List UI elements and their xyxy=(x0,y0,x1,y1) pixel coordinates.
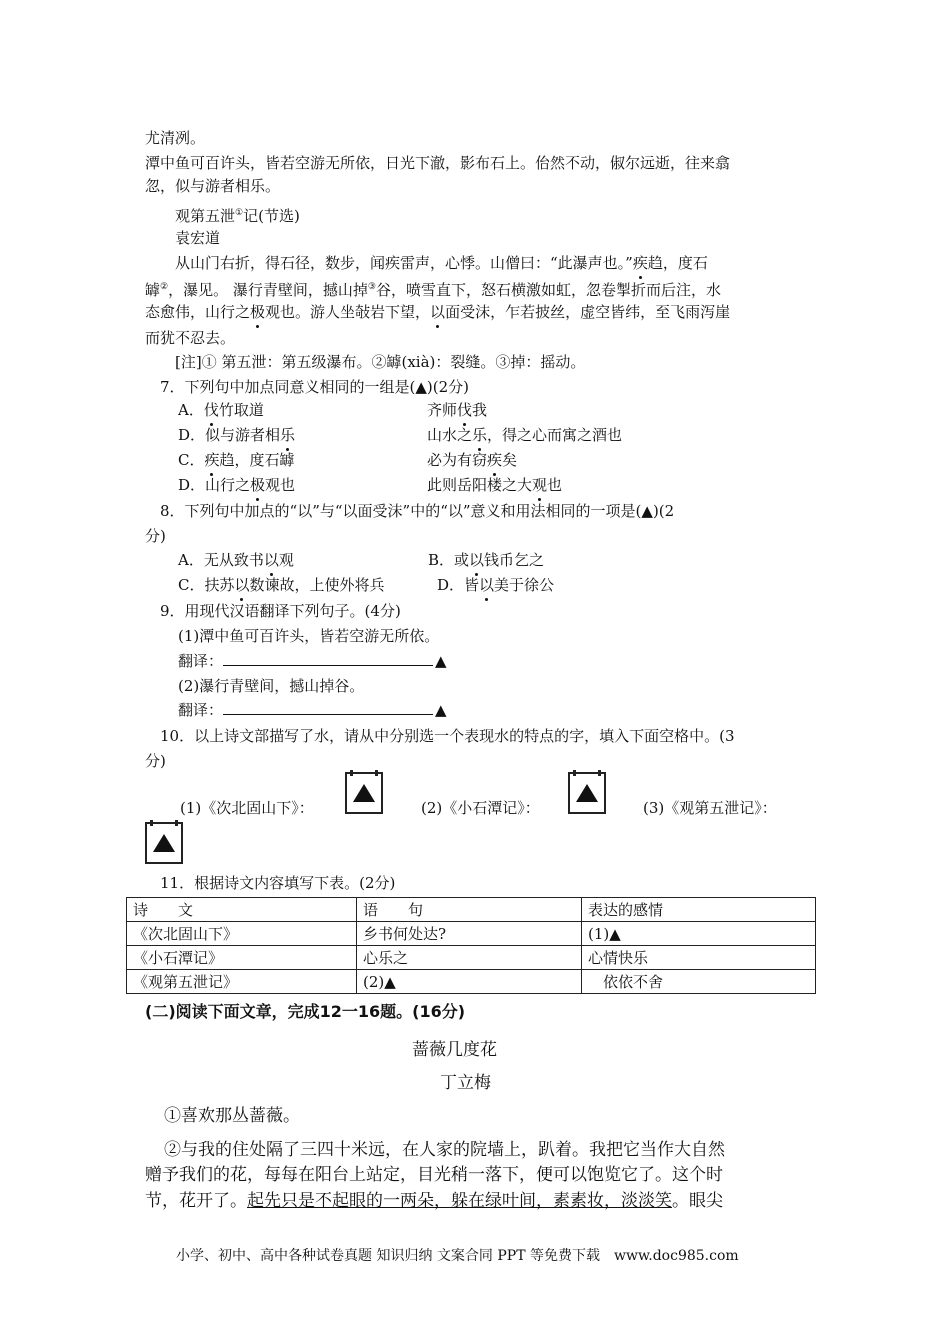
answer-box[interactable] xyxy=(145,822,183,864)
table-row xyxy=(127,970,816,994)
poem-line: 潭中鱼可百许头，皆若空游无所依，日光下澈，影布石上。佁然不动，俶尔远逝，往来翕 xyxy=(145,154,731,172)
table-cell: 《次北固山下》 xyxy=(127,922,357,946)
question-10-stem-cont: 分) xyxy=(145,752,166,770)
article-paragraph: ②与我的住处隔了三四十米远，在人家的院墙上，趴着。我把它当作大自然 xyxy=(164,1140,725,1160)
passage-title: 观第五泄①记(节选) xyxy=(175,207,300,225)
q7-option-d2-right: 此则岳阳楼之大观也 xyxy=(427,476,563,494)
table-cell: 《观第五泄记》 xyxy=(127,970,357,994)
q7-option-d2-left: D．山行之极观也 xyxy=(178,476,296,494)
q9-sentence-2: (2)瀑行青壁间，撼山掉谷。 xyxy=(178,677,365,695)
answer-table xyxy=(126,897,816,994)
table-header: 表达的感情 xyxy=(582,898,816,922)
poem-line: 尤清冽。 xyxy=(145,129,206,147)
q9-answer-2[interactable]: 翻译： ▲ xyxy=(178,701,447,719)
article-title: 蔷薇几度花 xyxy=(412,1040,497,1060)
table-header: 语 句 xyxy=(357,898,582,922)
table-cell: 《小石潭记》 xyxy=(127,946,357,970)
q10-part-2-label: (2)《小石潭记》： xyxy=(421,799,540,817)
question-8-stem: 8．下列句中加点的“以”与“以面受沫”中的“以”意义和用法相同的一项是(▲)(2 xyxy=(160,502,675,520)
question-8-stem-cont: 分) xyxy=(145,527,166,545)
q8-option-a: A．无从致书以观 xyxy=(178,551,294,569)
q8-option-c: C．扶苏以数谏故，上使外将兵 xyxy=(178,576,385,594)
q10-part-3-label: (3)《观第五泄记》： xyxy=(643,799,777,817)
table-row xyxy=(127,946,816,970)
question-10-stem: 10．以上诗文部描写了水，请从中分别选一个表现水的特点的字，填入下面空格中。(3 xyxy=(160,727,735,745)
q7-option-c-left: C．疾趋，度石罅 xyxy=(178,451,295,469)
triangle-icon xyxy=(576,784,598,802)
q7-option-a-left: A．伐竹取道 xyxy=(178,401,264,419)
passage-line: 从山门右折，得石径，数步，闻疾雷声，心悸。山僧曰：“此瀑声也。”疾趋，度石 xyxy=(175,254,708,272)
answer-box[interactable] xyxy=(345,772,383,814)
passage-line: 罅②，瀑见。 瀑行青壁间，撼山掉③谷，喷雪直下，怒石横激如虹，忽卷掣折而后注，水 xyxy=(145,281,721,299)
passage-line: 态愈伟，山行之极观也。游人坐敧岩下望，以面受沫，乍若披丝，虚空皆纬，至飞雨泻崖 xyxy=(145,303,731,321)
table-header-row xyxy=(127,898,816,922)
q8-option-d: D．皆以美于徐公 xyxy=(437,576,555,594)
triangle-icon xyxy=(353,784,375,802)
passage-line: 而犹不忍去。 xyxy=(145,329,236,347)
answer-blank[interactable] xyxy=(223,651,433,666)
table-cell: 乡书何处达? xyxy=(357,922,582,946)
triangle-icon xyxy=(153,834,175,852)
q7-option-d1-left: D．似与游者相乐 xyxy=(178,426,296,444)
question-11-stem: 11．根据诗文内容填写下表。(2分) xyxy=(160,874,396,892)
table-cell: 依依不舍 xyxy=(582,970,816,994)
q9-sentence-1: (1)潭中鱼可百许头，皆若空游无所依。 xyxy=(178,627,440,645)
q7-option-a-right: 齐师伐我 xyxy=(427,401,488,419)
article-author: 丁立梅 xyxy=(440,1073,491,1093)
article-paragraph: 赠予我们的花，每每在阳台上站定，目光稍一落下，便可以饱览它了。这个时 xyxy=(145,1165,723,1185)
passage-note: [注]① 第五泄：第五级瀑布。②罅(xià)：裂缝。③掉：摇动。 xyxy=(175,353,586,371)
table-row xyxy=(127,922,816,946)
q9-answer-1[interactable]: 翻译： ▲ xyxy=(178,652,447,670)
section-heading: (二)阅读下面文章，完成12一16题。(16分) xyxy=(145,1002,466,1021)
question-7-stem: 7．下列句中加点同意义相同的一组是(▲)(2分) xyxy=(160,378,470,396)
article-paragraph: 节，花开了。起先只是不起眼的一两朵，躲在绿叶间，素素妆，淡淡笑。眼尖 xyxy=(145,1191,723,1211)
q8-option-b: B．或以钱币乞之 xyxy=(428,551,545,569)
table-cell: 心乐之 xyxy=(357,946,582,970)
table-cell-answer[interactable]: (2)▲ xyxy=(357,970,582,994)
answer-box[interactable] xyxy=(568,772,606,814)
table-header: 诗 文 xyxy=(127,898,357,922)
page-footer: 小学、初中、高中各种试卷真题 知识归纳 文案合同 PPT 等免费下载 www.doc985.com xyxy=(176,1248,739,1264)
question-9-stem: 9．用现代汉语翻译下列句子。(4分) xyxy=(160,602,401,620)
answer-blank[interactable] xyxy=(223,700,433,715)
poem-line: 忽，似与游者相乐。 xyxy=(145,177,281,195)
table-cell: 心情快乐 xyxy=(582,946,816,970)
passage-author: 袁宏道 xyxy=(175,229,221,247)
q10-part-1-label: (1)《次北固山下》： xyxy=(180,799,314,817)
underlined-sentence: 起先只是不起眼的一两朵，躲在绿叶间，素素妆，淡淡笑 xyxy=(247,1191,672,1211)
article-paragraph: ①喜欢那丛蔷薇。 xyxy=(164,1106,300,1126)
q7-option-d1-right: 山水之乐，得之心而寓之酒也 xyxy=(427,426,623,444)
q7-option-c-right: 必为有窃疾矣 xyxy=(427,451,518,469)
table-cell-answer[interactable]: (1)▲ xyxy=(582,922,816,946)
